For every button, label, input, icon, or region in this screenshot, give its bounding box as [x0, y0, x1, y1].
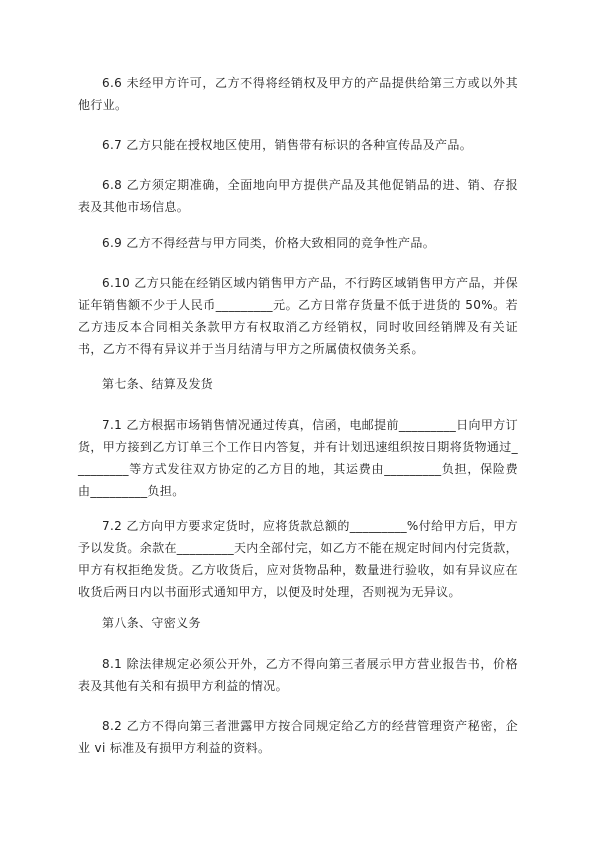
- clause-6-8: 6.8 乙方须定期准确，全面地向甲方提供产品及其他促销品的进、销、存报表及其他市场信息。: [78, 178, 518, 214]
- clause-8-2: 8.2 乙方不得向第三者泄露甲方按合同规定给乙方的经营管理资产秘密，企业 vi 标准及有损甲方利益的资料。: [78, 719, 518, 755]
- clause-7-2: 7.2 乙方向甲方要求定货时，应将货款总额的_________%付给甲方后，甲方予以发货。余款在_________天内全部付完，如乙方不能在规定时间内付完货款，甲方有权拒绝发货。乙方收货后，应对货物品种，数量进行验收，如有异议应在收货后两日内以书面形式通知甲方，以便及时处理，否则视为无异议。: [78, 519, 519, 599]
- clause-6-6: 6.6 未经甲方许可，乙方不得将经销权及甲方的产品提供给第三方或以外其他行业。: [78, 76, 518, 112]
- clause-6-9: 6.9 乙方不得经营与甲方同类，价格大致相同的竞争性产品。: [102, 236, 436, 250]
- clause-6-7: 6.7 乙方只能在授权地区使用，销售带有标识的各种宣传品及产品。: [102, 138, 473, 152]
- section-heading-8: 第八条、守密义务: [102, 616, 201, 630]
- clause-6-10: 6.10 乙方只能在经销区域内销售甲方产品，不行跨区域销售甲方产品，并保证年销售额不少于人民币_________元。乙方日常存货量不低于进货的 50%。若乙方违反本合同相关条款甲方有权取消乙方经销权，同时收回经销牌及有关证书，乙方不得有异议并于当月结清与甲方之所属债权债务关系。: [78, 276, 518, 356]
- clause-8-1: 8.1 除法律规定必须公开外，乙方不得向第三者展示甲方营业报告书，价格表及其他有关和有损甲方利益的情况。: [78, 657, 518, 693]
- clause-7-1: 7.1 乙方根据市场销售情况通过传真，信函，电邮提前_________日向甲方订货，甲方接到乙方订单三个工作日内答复，并有计划迅速组织按日期将货物通过_________等方式发往双方协定的乙方目的地，其运费由_________负担，保险费由_________负担。: [78, 418, 518, 498]
- section-heading-7: 第七条、结算及发货: [102, 377, 214, 391]
